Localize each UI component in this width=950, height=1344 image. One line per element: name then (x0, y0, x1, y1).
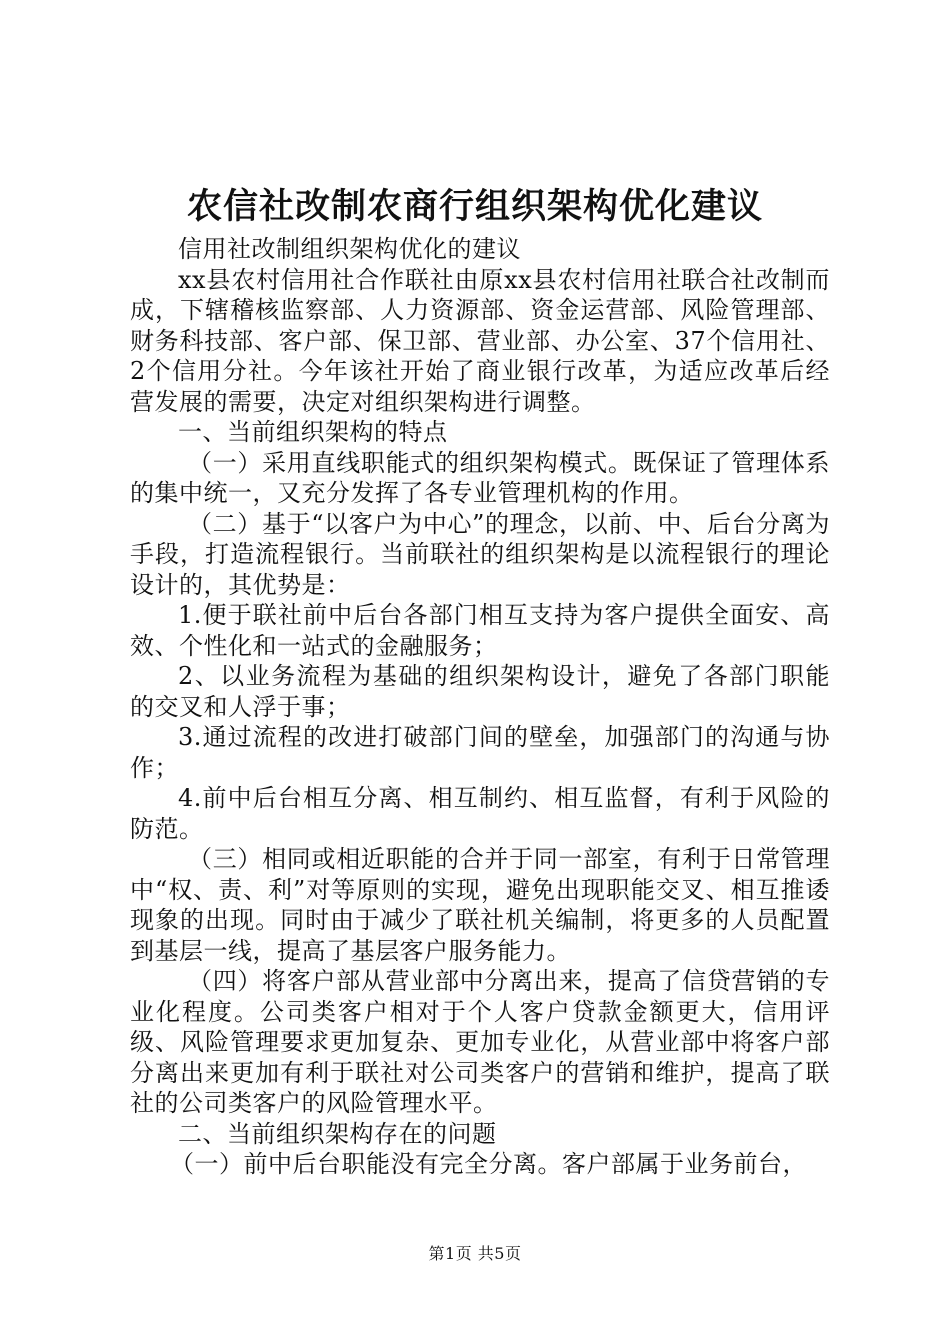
paragraph-1-2: （二）基于“以客户为中心”的理念，以前、中、后台分离为手段，打造流程银行。当前联社的组织架构是以流程银行的理论设计的，其优势是： (130, 509, 830, 599)
paragraph-2-1: （一）前中后台职能没有完全分离。客户部属于业务前台， (170, 1150, 807, 1178)
intro-paragraph: xx县农村信用社合作联社由原xx县农村信用社联合社改制而成，下辖稽核监察部、人力资源部、资金运营部、风险管理部、财务科技部、客户部、保卫部、营业部、办公室、37个信用社、2个信用分社。今年该社开始了商业银行改革，为适应改革后经营发展的需要，决定对组织架构进行调整。 (130, 265, 830, 416)
list-item-3: 3.通过流程的改进打破部门间的壁垒，加强部门的沟通与协作； (130, 723, 830, 782)
page-footer: 第1页 共5页 (428, 1244, 522, 1263)
paragraph-1-4: （四）将客户部从营业部中分离出来，提高了信贷营销的专业化程度。公司类客户相对于个人客户贷款金额更大，信用评级、风险管理要求更加复杂、更加专业化，从营业部中将客户部分离出来更加有利于联社对公司类客户的营销和维护，提高了联社的公司类客户的风险管理水平。 (130, 967, 830, 1117)
subtitle-paragraph: 信用社改制组织架构优化的建议 (178, 235, 521, 263)
section-heading-2: 二、当前组织架构存在的问题 (178, 1119, 497, 1148)
list-item-1: 1.便于联社前中后台各部门相互支持为客户提供全面安、高效、个性化和一站式的金融服务； (130, 601, 830, 660)
section-heading-1: 一、当前组织架构的特点 (178, 418, 448, 446)
paragraph-1-1: （一）采用直线职能式的组织架构模式。既保证了管理体系的集中统一，又充分发挥了各专业管理机构的作用。 (130, 448, 830, 507)
document-title: 农信社改制农商行组织架构优化建议 (186, 186, 763, 227)
list-item-4: 4.前中后台相互分离、相互制约、相互监督，有利于风险的防范。 (130, 784, 830, 843)
paragraph-1-3: （三）相同或相近职能的合并于同一部室，有利于日常管理中“权、责、利”对等原则的实现，避免出现职能交叉、相互推诿现象的出现。同时由于减少了联社机关编制，将更多的人员配置到基层一线，提高了基层客户服务能力。 (130, 845, 830, 965)
document-body (130, 234, 830, 1180)
list-item-2: 2、以业务流程为基础的组织架构设计，避免了各部门职能的交叉和人浮于事； (130, 662, 830, 721)
